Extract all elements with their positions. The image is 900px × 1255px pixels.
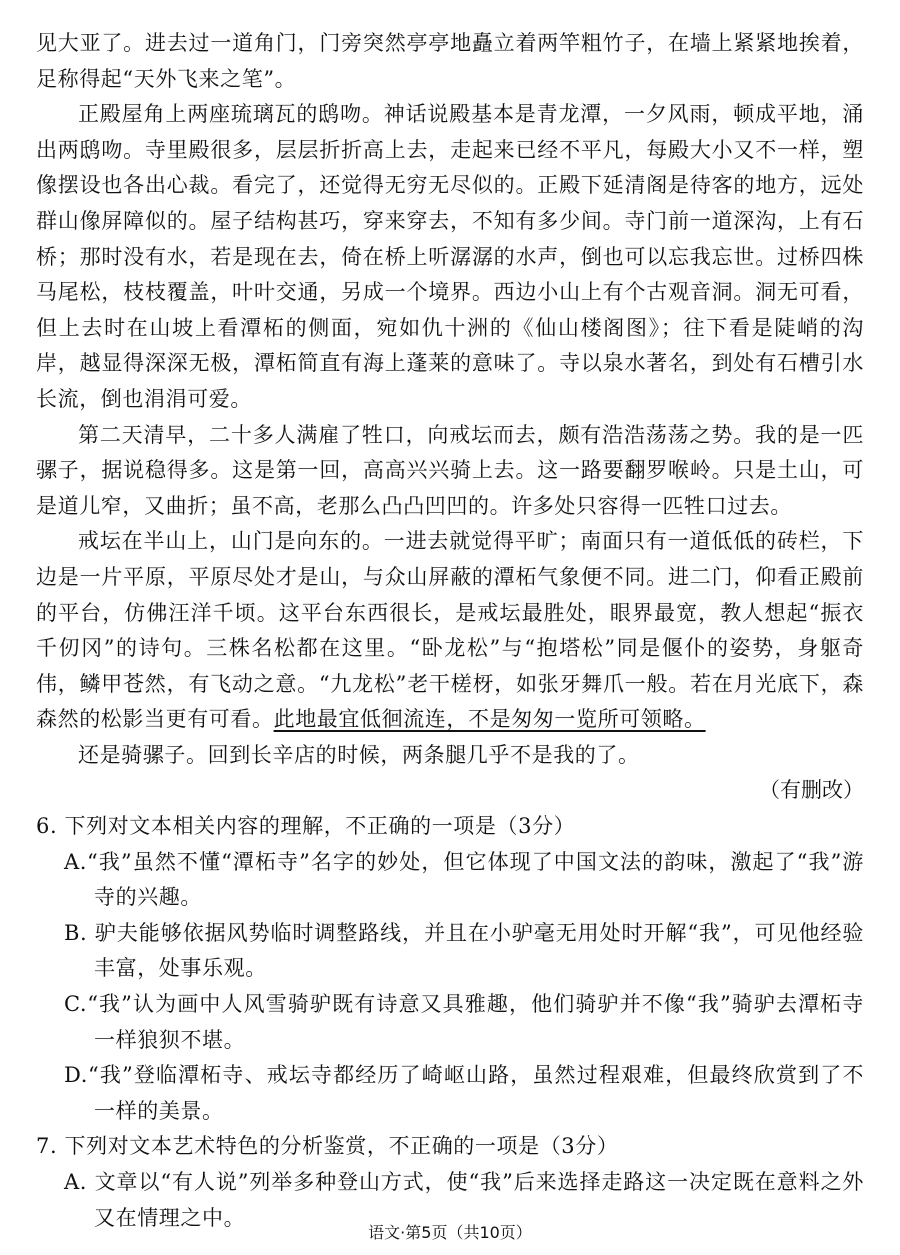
passage-paragraph-2: 第二天清早，二十多人满雇了牲口，向戒坛而去，颇有浩浩荡荡之势。我的是一匹骡子，据说稳得多。这是第一回，高高兴兴骑上去。这一路要翻罗喉岭。只是土山，可是道儿窄，又曲折；虽不高，老那么凸凸凹凹的。许多处只容得一匹牲口过去。 <box>36 422 864 518</box>
passage-paragraph-3-text: 戒坛在半山上，山门是向东的。一进去就觉得平旷；南面只有一道低低的砖栏，下边是一片平原，平原尽处才是山，与众山屏蔽的潭柘气象便不同。进二门，仰看正殿前的平台，仿佛汪洋千顷。这平台东西很长，是戒坛最胜处，眼界最宽，教人想起“振衣千仞冈”的诗句。三株名松都在这里。“卧龙松”与“抱塔松”同是偃仆的姿势，身躯奇伟，鳞甲苍然，有飞动之意。“九龙松”老干槎枒，如张牙舞爪一般。若在月光底下，森森然的松影当更有可看。 <box>36 529 864 732</box>
question-6-option-c: C.“我”认为画中人风雪骑驴既有诗意又具雅趣，他们骑驴并不像“我”骑驴去潭柘寺一样狼狈不堪。 <box>64 992 864 1052</box>
passage-paragraph-4: 还是骑骡子。回到长辛店的时候，两条腿几乎不是我的了。 <box>78 742 640 767</box>
question-6-option-a: A.“我”虽然不懂“潭柘寺”名字的妙处，但它体现了中国文法的韵味，激起了“我”游寺的兴趣。 <box>64 849 864 910</box>
page-footer: 语文·第5页（共10页） <box>368 1223 532 1242</box>
underlined-sentence: 此地最宜低徊流连，不是匆匆一览所可领略。 <box>273 707 706 732</box>
question-6-title: 6. 下列对文本相关内容的理解，不正确的一项是（3分） <box>36 814 576 839</box>
passage-paragraph-1: 正殿屋角上两座琉璃瓦的鸱吻。神话说殿基本是青龙潭，一夕风雨，顿成平地，涌出两鸱吻。寺里殿很多，层层折折高上去，走起来已经不平凡，每殿大小又不一样，塑像摆设也各出心裁。看完了，还觉得无穷无尽似的。正殿下延清阁是待客的地方，远处群山像屏障似的。屋子结构甚巧，穿来穿去，不知有多少间。寺门前一道深沟，上有石桥；那时没有水，若是现在去，倚在桥上听潺潺的水声，倒也可以忘我忘世。过桥四株马尾松，枝枝覆盖，叶叶交通，另成一个境界。西边小山上有个古观音洞。洞无可看，但上去时在山坡上看潭柘的侧面，宛如仇十洲的《仙山楼阁图》；往下看是陡峭的沟岸，越显得深深无极，潭柘简直有海上蓬莱的意味了。寺以泉水著名，到处有石槽引水长流，倒也涓涓可爱。 <box>36 102 864 411</box>
question-6-option-b: B. 驴夫能够依据风势临时调整路线，并且在小驴毫无用处时开解“我”，可见他经验丰富，处事乐观。 <box>64 920 864 981</box>
question-7-title: 7. 下列对文本艺术特色的分析鉴赏，不正确的一项是（3分） <box>36 1134 619 1159</box>
question-7-option-a: A. 文章以“有人说”列举多种登山方式，使“我”后来选择走路这一决定既在意料之外又在情理之中。 <box>64 1170 864 1230</box>
question-6-option-d: D.“我”登临潭柘寺、戒坛寺都经历了崎岖山路，虽然过程艰难，但最终欣赏到了不一样的美景。 <box>64 1063 864 1123</box>
question-6 <box>36 809 864 1129</box>
source-note: （有删改） <box>759 778 864 803</box>
passage-paragraph-0: 见大亚了。进去过一道角门，门旁突然亭亭地矗立着两竿粗竹子，在墙上紧紧地挨着，足称得起“天外飞来之笔”。 <box>36 31 864 91</box>
passage-paragraph-3 <box>36 524 864 738</box>
